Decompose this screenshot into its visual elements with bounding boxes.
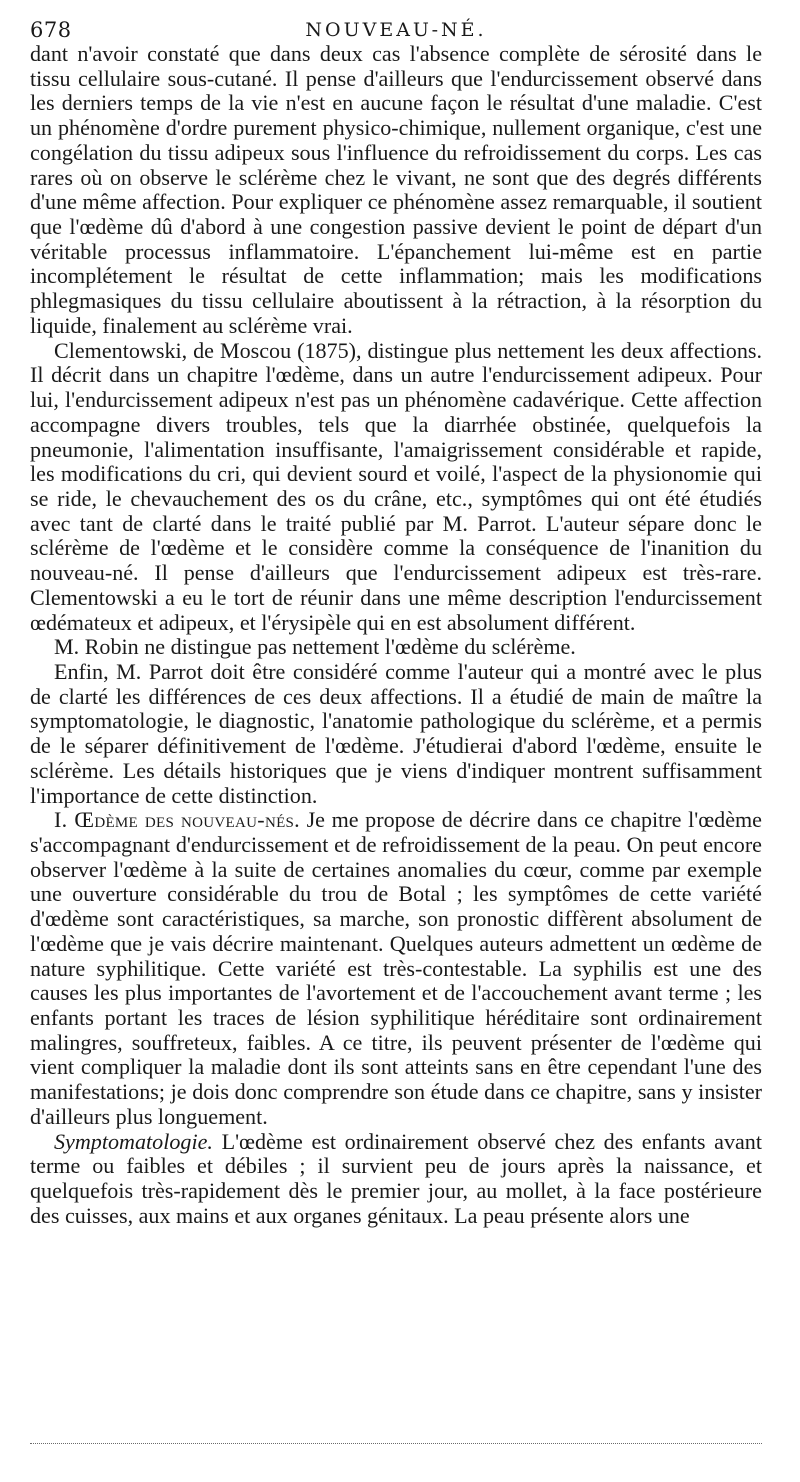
paragraph-clementowski: Clementowski, de Moscou (1875), distingue plus nettement les deux affections. Il décrit dans un chapitre l'œdème, dans un autre l'endurcissement adipeux. Pour lui, l'endurcissement adipeux n'est pas un phénomène cadavérique. Cette affection accompagne divers troubles, tels que la diarrhée obstinée, quelquefois la pneumonie, l'alimentation insuffisante, l'amaigrissement considérable et rapide, les modifications du cri, qui devient sourd et voilé, l'aspect de la physionomie qui se ride, le chevauchement des os du crâne, etc., symptômes qui ont été étudiés avec tant de clarté dans le traité publié par M. Parrot. L'auteur sépare donc le sclérème de l'œdème et le considère comme la conséquence de l'inanition du nouveau-né. Il pense d'ailleurs que l'endurcissement adipeux est très-rare. Clementowski a eu le tort de réunir dans une même description l'endurcissement œdémateux et adipeux, et l'érysipèle qui en est absolument différent. xyxy=(30,337,762,635)
paragraph-parrot: Enfin, M. Parrot doit être considéré comme l'auteur qui a montré avec le plus de clarté les différences de ces deux affections. Il a étudié de main de maître la symptomatologie, le diagnostic, l'anatomie pathologique du sclérème, et a permis de le séparer définitivement de l'œdème. J'étudierai d'abord l'œdème, ensuite le sclérème. Les détails historiques que je viens d'indiquer montrent suffisamment l'importance de cette distinction. xyxy=(30,658,762,808)
paragraph-oedeme-section xyxy=(30,808,762,1129)
section-text: Je me propose de décrire dans ce chapitre l'œdème s'accompagnant d'endurcissement et de refroidissement de la peau. On peut encore observer l'œdème à la suite de certaines anomalies du cœur, comme par exemple une ouverture considérable du trou de Botal ; les symptômes de cette variété d'œdème sont caractéristiques, sa marche, son pronostic diffèrent absolument de l'œdème que je vais décrire maintenant. Quelques auteurs admettent un œdème de nature syphilitique. Cette variété est très-contestable. La syphilis est une des causes les plus importantes de l'avortement et de l'accouchement avant terme ; les enfants portant les traces de lésion syphilitique héréditaire sont ordinairement malingres, souffreteux, faibles. A ce titre, ils peuvent présenter de l'œdème qui vient compliquer la maladie dont ils sont atteints sans en être cependant l'une des manifestations; je dois donc comprendre son étude dans ce chapitre, sans y insister d'ailleurs plus longuement. xyxy=(30,807,762,1129)
body-text xyxy=(30,42,762,1229)
page-header xyxy=(30,6,762,46)
running-title: NOUVEAU-NÉ. xyxy=(305,19,487,41)
section-heading: I. Œdème des nouveau-nés. xyxy=(54,807,300,833)
subsection-text: L'œdème est ordinairement observé chez des enfants avant terme ou faibles et débiles ; il survient peu de jours après la naissance, et quelquefois très-rapidement dès le premier jour, au mollet, à la face postérieure des cuisses, aux mains et aux organes génitaux. La peau présente alors une xyxy=(30,1128,762,1228)
subsection-heading: Symptomatologie. xyxy=(54,1128,213,1154)
paragraph-symptomatologie xyxy=(30,1130,762,1229)
footer-dotted-rule xyxy=(30,1443,762,1444)
paragraph-continuation: dant n'avoir constaté que dans deux cas l'absence complète de sérosité dans le tissu cellulaire sous-cutané. Il pense d'ailleurs que l'endurcissement observé dans les derniers temps de la vie n'est en aucune façon le résultat d'une maladie. C'est un phénomène d'ordre purement physico-chimique, nullement organique, c'est une congélation du tissu adipeux sous l'influence du refroidissement du corps. Les cas rares où on observe le sclérème chez le vivant, ne sont que des degrés différents d'une même affection. Pour expliquer ce phénomène assez remarquable, il soutient que l'œdème dû d'abord à une congestion passive devient le point de départ d'un véritable processus inflammatoire. L'épanchement lui-même est en partie incomplétement le résultat de cette inflammation; mais les modifications phlegmasiques du tissu cellulaire aboutissent à la rétraction, à la résorption du liquide, finalement au sclérème vrai. xyxy=(30,41,762,338)
paragraph-robin: M. Robin ne distingue pas nettement l'œdème du sclérème. xyxy=(54,634,576,660)
page-number: 678 xyxy=(30,18,72,42)
